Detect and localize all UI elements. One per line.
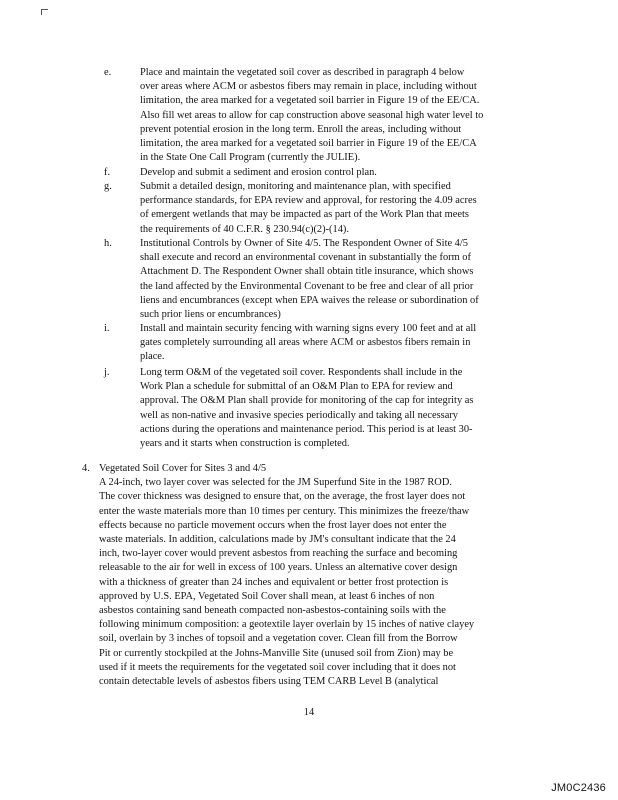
item-text <box>140 366 564 451</box>
text-line: effects because no particle movement occurs when the frost layer does not enter the <box>99 519 447 531</box>
text-line: with a thickness of greater than 24 inches and equivalent or better frost protection is <box>99 576 449 588</box>
text-line: limitation, the area marked for a vegetated soil barrier in Figure 19 of the EE/CA <box>140 138 477 150</box>
text-line: asbestos containing sand beneath compacted non-asbestos-containing soils with the <box>99 605 446 617</box>
text-line: inch, two-layer cover would prevent asbestos from reaching the surface and becoming <box>99 548 458 560</box>
text-line: contain detectable levels of asbestos fibers using TEM CARB Level B (analytical <box>99 676 439 688</box>
text-line: place. <box>140 351 165 363</box>
text-line: Install and maintain security fencing with warning signs every 100 feet and at all <box>140 323 477 334</box>
text-line: prevent potential erosion in the long term. Enroll the areas, including without <box>140 123 462 135</box>
text-line: releasable to the air for well in excess of 100 years. Unless an alternative cover design <box>99 562 458 574</box>
text-line: Institutional Controls by Owner of Site 4/5. The Respondent Owner of Site 4/5 <box>140 238 468 249</box>
text-line: liens and encumbrances (except when EPA waives the release or subordination of <box>140 294 479 306</box>
text-line: Long term O&M of the vegetated soil cover. Respondents shall include in the <box>140 367 463 378</box>
text-line: soil, overlain by 3 inches of topsoil and a vegetation cover. Clean fill from the Borrow <box>99 633 458 645</box>
text-line: the land affected by the Environmental Covenant to be free and clear of all prior <box>140 280 474 292</box>
text-line: in the State One Call Program (currently the JULIE). <box>140 152 361 164</box>
text-line: Work Plan a schedule for submittal of an O&M Plan to EPA for review and <box>140 381 453 393</box>
text-line: of emergent wetlands that may be impacted as part of the Work Plan that meets <box>140 209 469 221</box>
text-line: A 24-inch, two layer cover was selected for the JM Superfund Site in the 1987 ROD. <box>99 477 452 489</box>
text-line: Submit a detailed design, monitoring and maintenance plan, with specified <box>140 181 451 192</box>
text-line: waste materials. In addition, calculations made by JM's consultant indicate that the 24 <box>99 534 456 546</box>
text-line: The cover thickness was designed to ensure that, on the average, the frost layer does not <box>99 491 466 503</box>
text-line: actions during the operations and maintenance period. This period is at least 30- <box>140 423 473 435</box>
list-item-f <box>104 166 564 180</box>
text-line: shall execute and record an environmental covenant in substantially the form of <box>140 252 471 264</box>
item-text <box>140 166 564 180</box>
list-item-e <box>104 66 564 165</box>
text-line: approved by U.S. EPA, Vegetated Soil Cover shall mean, at least 6 inches of non <box>99 590 435 602</box>
text-line: following minimum composition: a geotextile layer overlain by 15 inches of native clayey <box>99 619 475 631</box>
text-line: Place and maintain the vegetated soil cover as described in paragraph 4 below <box>140 67 465 78</box>
text-line: approval. The O&M Plan shall provide for monitoring of the cap for integrity as <box>140 395 474 407</box>
text-line: gates completely surrounding all areas where ACM or asbestos fibers remain in <box>140 337 471 349</box>
section-4 <box>82 462 562 689</box>
text-line: well as non-native and invasive species periodically and taking all necessary <box>140 409 458 421</box>
item-label: h. <box>104 238 112 249</box>
text-line: Pit or currently stockpiled at the Johns-Manville Site (unused soil from Zion) may be <box>99 647 454 659</box>
item-text <box>140 322 564 365</box>
list-item-j <box>104 366 564 451</box>
text-line: years and it starts when construction is completed. <box>140 438 350 450</box>
text-line: Also fill wet areas to allow for cap construction above seasonal high water level to <box>140 109 484 121</box>
text-line: used if it meets the requirements for the vegetated soil cover including that it does not <box>99 661 456 673</box>
list-item-h <box>104 237 564 322</box>
item-label: i. <box>104 323 110 334</box>
text-line: performance standards, for EPA review and approval, for restoring the 4.09 acres <box>140 195 477 207</box>
text-line: the requirements of 40 C.F.R. § 230.94(c)(2)-(14). <box>140 223 349 235</box>
item-label: g. <box>104 181 112 192</box>
text-line: Attachment D. The Respondent Owner shall obtain title insurance, which shows <box>140 266 474 278</box>
text-line: such prior liens or encumbrances) <box>140 309 281 321</box>
text-line: Develop and submit a sediment and erosion control plan. <box>140 167 377 178</box>
item-text <box>140 237 564 322</box>
list-item-g <box>104 180 564 237</box>
item-label: j. <box>104 367 110 378</box>
text-line: enter the waste materials more than 10 times per century. This minimizes the freeze/thaw <box>99 505 470 517</box>
section-number: 4. <box>82 463 90 474</box>
text-line: over areas where ACM or asbestos fibers may remain in place, including without <box>140 81 477 93</box>
item-text <box>140 180 564 237</box>
page-number: 14 <box>303 707 315 718</box>
bates-number: JM0C2436 <box>551 782 606 794</box>
item-text <box>140 66 564 165</box>
item-label: e. <box>104 67 112 78</box>
text-line: limitation, the area marked for a vegetated soil barrier in Figure 19 of the EE/CA. <box>140 95 480 107</box>
section-title: Vegetated Soil Cover for Sites 3 and 4/5 <box>99 463 267 474</box>
list-item-i <box>104 322 564 365</box>
corner-mark <box>41 9 48 15</box>
section-text <box>99 476 562 689</box>
item-label: f. <box>104 167 111 178</box>
